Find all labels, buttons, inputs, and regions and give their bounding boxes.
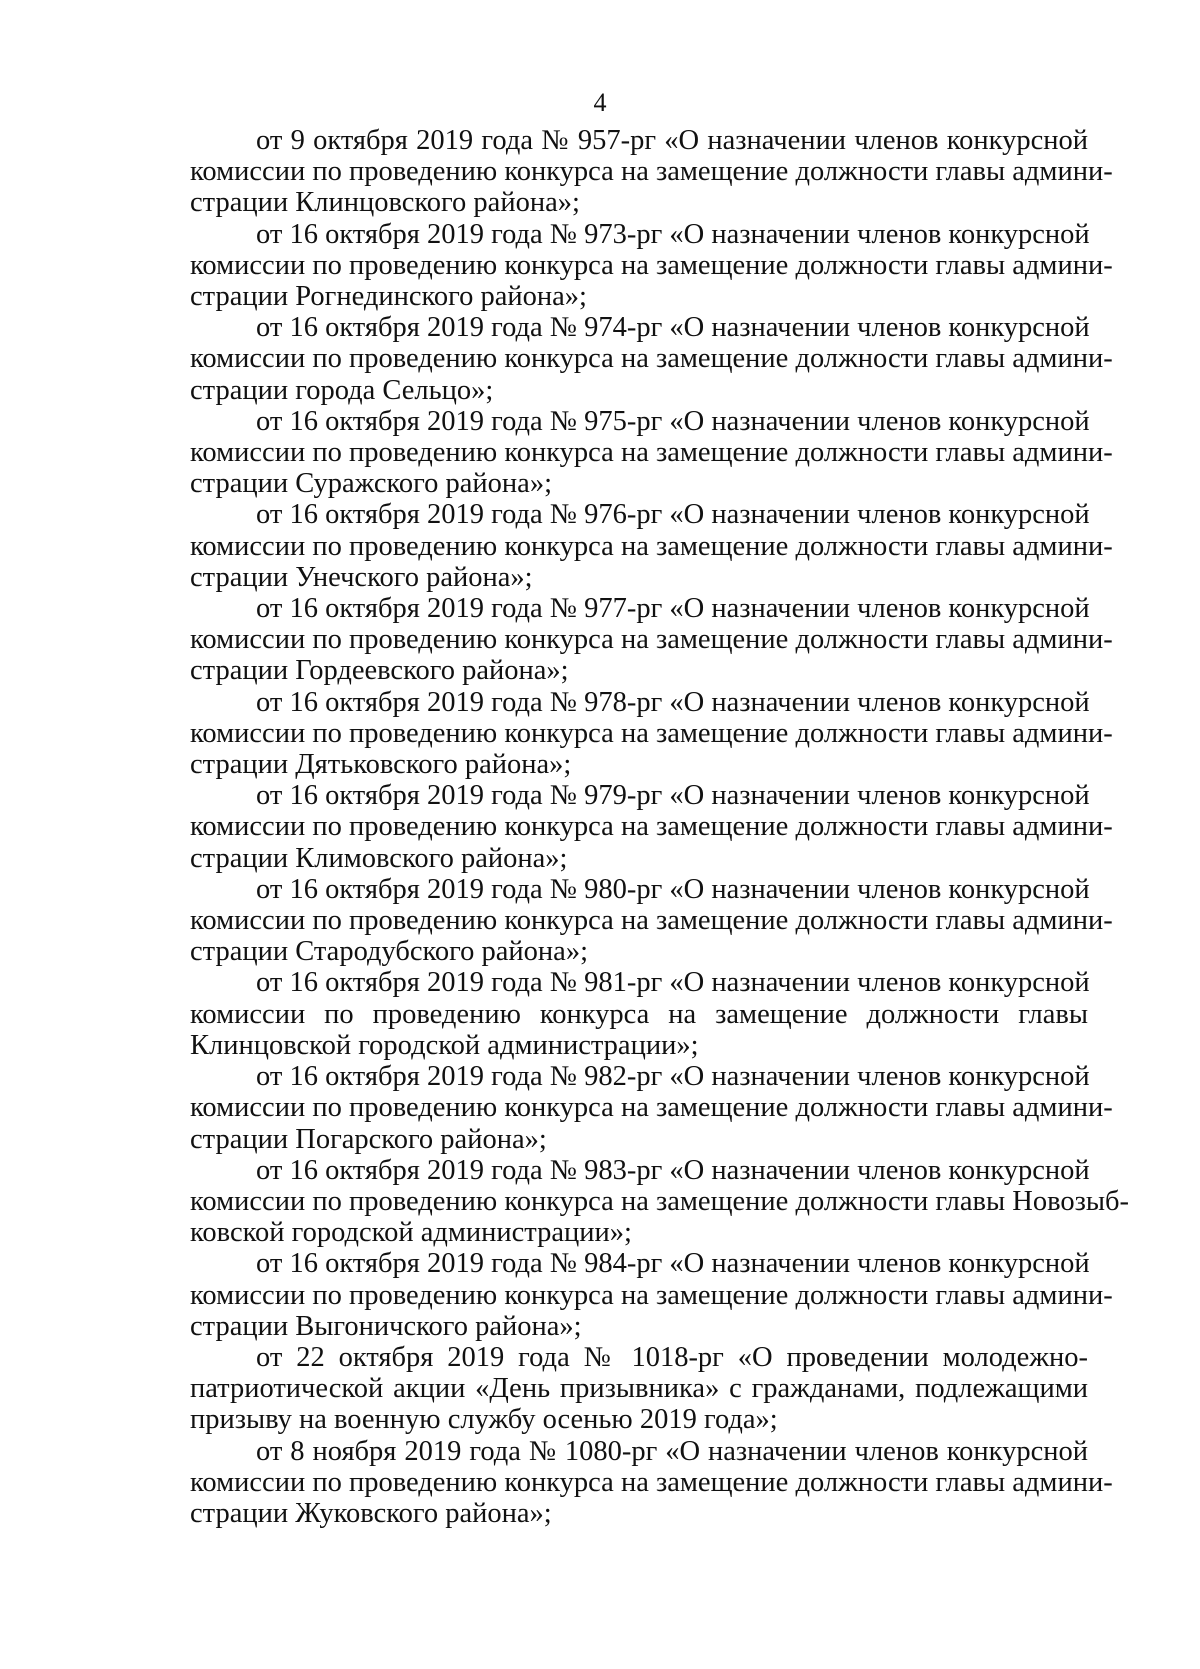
paragraph-line: страции Гордеевского района»; [190,655,569,687]
paragraph-line: ковской городской администрации»; [190,1217,632,1249]
paragraph-line: призыву на военную службу осенью 2019 года»; [190,1404,778,1436]
order-reference-paragraph [190,593,1113,687]
paragraph-line: от 16 октября 2019 года № 977-рг «О назначении членов конкурсной [256,593,1090,625]
paragraph-line: от 9 октября 2019 года № 957-рг «О назначении членов конкурсной [256,125,1088,156]
order-reference-paragraph [190,1342,1088,1436]
paragraph-line: комиссии по проведению конкурса на замещение должности главы админи- [190,811,1113,843]
paragraph-line: страции города Сельцо»; [190,374,494,406]
order-reference-paragraph [190,499,1113,593]
paragraph-line: от 16 октября 2019 года № 983-рг «О назначении членов конкурсной [256,1154,1090,1186]
paragraph-line: от 22 октября 2019 года № 1018-рг «О проведении молодежно- [256,1341,1088,1373]
paragraph-line: страции Климовского района»; [190,842,568,874]
paragraph-line: комиссии по проведению конкурса на замещение должности главы админи- [190,249,1113,281]
paragraph-line: от 16 октября 2019 года № 978-рг «О назначении членов конкурсной [256,686,1090,718]
paragraph-line: комиссии по проведению конкурса на замещение должности главы админи- [190,437,1113,469]
paragraph-line: комиссии по проведению конкурса на замещение должности главы админи- [190,343,1113,375]
paragraph-line: от 16 октября 2019 года № 980-рг «О назначении членов конкурсной [256,873,1090,905]
order-reference-paragraph [190,1248,1113,1342]
paragraph-line: страции Клинцовского района»; [190,187,580,219]
order-reference-paragraph [190,1154,1130,1249]
document-body [190,125,1130,1529]
page-number: 4 [593,88,607,117]
paragraph-line: комиссии по проведению конкурса на замещение должности главы админи- [190,1466,1113,1498]
order-reference-paragraph [190,780,1113,874]
paragraph-line: от 16 октября 2019 года № 974-рг «О назначении членов конкурсной [256,312,1090,344]
paragraph-line: Клинцовской городской администрации»; [190,1029,699,1061]
paragraph-line: страции Погарского района»; [190,1123,547,1155]
paragraph-line: комиссии по проведению конкурса на замещение должности главы админи- [190,1092,1113,1124]
order-reference-paragraph [190,1061,1113,1155]
paragraph-line: от 8 ноября 2019 года № 1080-рг «О назначении членов конкурсной [256,1435,1088,1467]
paragraph-line: комиссии по проведению конкурса на замещение должности главы [190,998,1088,1030]
paragraph-line: патриотической акции «День призывника» с гражданами, подлежащими [190,1373,1088,1405]
paragraph-line: комиссии по проведению конкурса на замещение должности главы админи- [190,1279,1113,1311]
paragraph-line: страции Стародубского района»; [190,936,588,968]
paragraph-line: от 16 октября 2019 года № 982-рг «О назначении членов конкурсной [256,1061,1090,1093]
order-reference-paragraph [190,312,1113,406]
paragraph-line: страции Суражского района»; [190,468,552,500]
paragraph-line: от 16 октября 2019 года № 979-рг «О назначении членов конкурсной [256,780,1090,812]
paragraph-line: комиссии по проведению конкурса на замещение должности главы админи- [190,717,1113,749]
order-reference-paragraph [190,686,1113,781]
paragraph-line: страции Дятьковского района»; [190,749,572,781]
paragraph-line: комиссии по проведению конкурса на замещение должности главы админи- [190,624,1113,656]
order-reference-paragraph [190,1435,1113,1530]
paragraph-line: комиссии по проведению конкурса на замещение должности главы Новозыб- [190,1185,1130,1217]
paragraph-line: комиссии по проведению конкурса на замещение должности главы админи- [190,156,1113,188]
order-reference-paragraph [190,405,1113,500]
paragraph-line: от 16 октября 2019 года № 973-рг «О назначении членов конкурсной [256,218,1090,250]
order-reference-paragraph [190,873,1113,968]
order-reference-paragraph [190,967,1088,1061]
paragraph-line: комиссии по проведению конкурса на замещение должности главы админи- [190,905,1113,937]
paragraph-line: от 16 октября 2019 года № 975-рг «О назначении членов конкурсной [256,405,1090,437]
paragraph-line: от 16 октября 2019 года № 976-рг «О назначении членов конкурсной [256,499,1090,531]
paragraph-line: страции Рогнединского района»; [190,281,587,313]
order-reference-paragraph [190,218,1113,313]
paragraph-line: страции Жуковского района»; [190,1497,552,1529]
paragraph-line: комиссии по проведению конкурса на замещение должности главы админи- [190,530,1113,562]
paragraph-line: от 16 октября 2019 года № 981-рг «О назначении членов конкурсной [256,967,1090,999]
paragraph-line: страции Выгоничского района»; [190,1310,582,1342]
order-reference-paragraph [190,125,1113,219]
paragraph-line: от 16 октября 2019 года № 984-рг «О назначении членов конкурсной [256,1248,1090,1280]
paragraph-line: страции Унечского района»; [190,561,533,593]
